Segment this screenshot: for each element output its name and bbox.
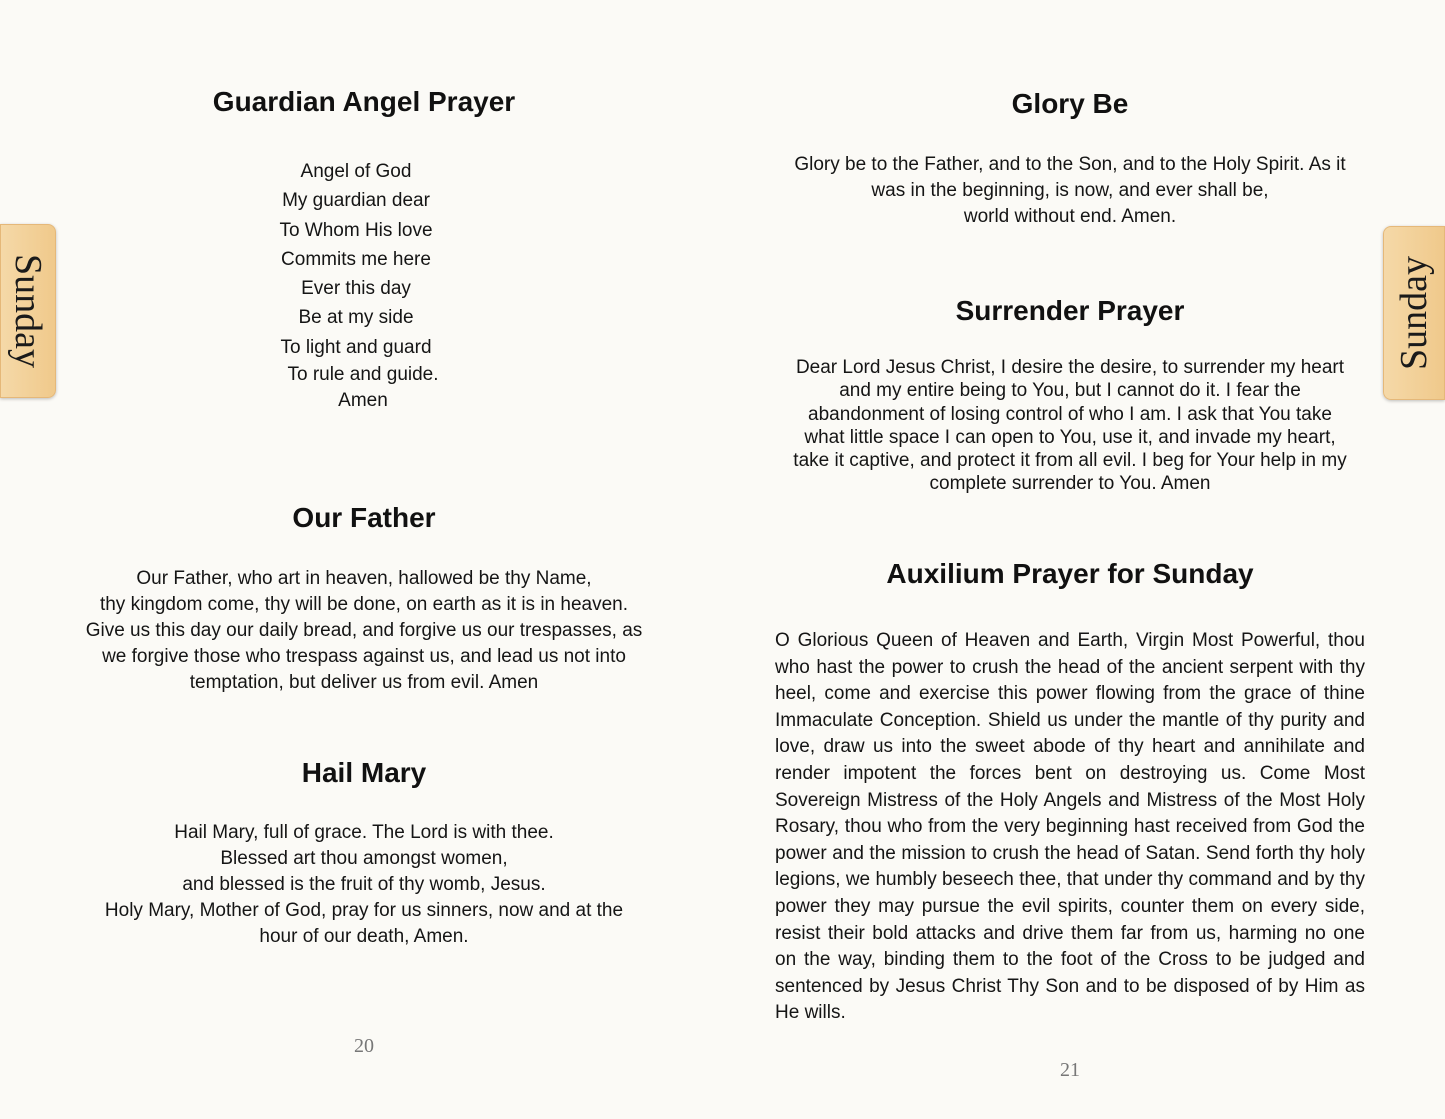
auxilium-prayer-title: Auxilium Prayer for Sunday xyxy=(886,558,1254,589)
text-line: To rule and guide. xyxy=(287,364,439,386)
text-line: complete surrender to You. Amen xyxy=(929,473,1211,495)
sunday-tab-right[interactable] xyxy=(1383,226,1445,400)
text-line: Commits me here xyxy=(281,248,431,270)
text-line: abandonment of losing control of who I am. I ask that You take xyxy=(808,403,1332,425)
text-line: thy kingdom come, thy will be done, on earth as it is in heaven. xyxy=(99,594,629,615)
text-line: Our Father, who art in heaven, hallowed be thy Name, xyxy=(136,568,592,589)
text-line: Ever this day xyxy=(301,278,411,300)
surrender-prayer-body xyxy=(763,356,1377,496)
glory-be-body xyxy=(763,152,1377,230)
text-line: hour of our death, Amen. xyxy=(259,926,469,947)
page-number: 20 xyxy=(354,1035,374,1057)
text-line: Be at my side xyxy=(298,307,414,329)
text-line: world without end. Amen. xyxy=(963,206,1177,227)
tab-label: Sunday xyxy=(1393,256,1435,370)
text-line: Hail Mary, full of grace. The Lord is with thee. xyxy=(174,822,554,843)
text-line: Amen xyxy=(338,390,388,412)
text-line: To light and guard xyxy=(280,336,432,358)
text-line: Angel of God xyxy=(300,161,412,182)
auxilium-prayer-body: O Glorious Queen of Heaven and Earth, Virgin Most Powerful, thou who hast the power to crush the head of the ancient serpent with thy heel, come and exercise this power flowing from the grace of thine Immaculate Conception. Shield us under the mantle of thy purity and love, draw us into the sweet abode of thy heart and annihilate and render impotent the forces bent on destroying us. Come Most Sovereign Mistress of the Holy Angels and Mistress of the Most Holy Rosary, thou who from the very beginning hast received from God the power and the mission to crush the head of Satan. Send forth thy holy legions, we humbly beseech thee, that under thy command and by thy power they may pursue the evil spirits, counter them on every side, resist their bold attacks and drive them far from us, harming no one on the way, binding them to the foot of the Cross to be judged and sentenced by Jesus Christ Thy Son and to be disposed of by Him as He wills. xyxy=(775,630,1365,1024)
left-page xyxy=(0,0,722,1119)
surrender-prayer-title: Surrender Prayer xyxy=(955,295,1185,326)
text-line: To Whom His love xyxy=(279,219,433,241)
text-line: temptation, but deliver us from evil. Amen xyxy=(189,672,539,693)
text-line: Give us this day our daily bread, and forgive us our trespasses, as xyxy=(85,620,643,641)
text-line: was in the beginning, is now, and ever shall be, xyxy=(871,180,1269,201)
our-father-body xyxy=(40,566,688,696)
hail-mary-title: Hail Mary xyxy=(301,757,427,788)
text-line: we forgive those who trespass against us, and lead us not into xyxy=(102,646,626,667)
hail-mary-body xyxy=(40,820,688,950)
text-line: Dear Lord Jesus Christ, I desire the desire, to surrender my heart xyxy=(795,357,1345,378)
text-line: what little space I can open to You, use it, and invade my heart, xyxy=(804,426,1336,448)
tab-label: Sunday xyxy=(7,254,49,368)
text-line: Holy Mary, Mother of God, pray for us sinners, now and at the xyxy=(104,900,624,921)
guardian-angel-body xyxy=(0,157,712,414)
guardian-angel-title: Guardian Angel Prayer xyxy=(212,86,516,117)
text-line: Glory be to the Father, and to the Son, and to the Holy Spirit. As it xyxy=(794,154,1346,175)
glory-be-title: Glory Be xyxy=(1011,88,1129,119)
text-line: take it captive, and protect it from all evil. I beg for Your help in my xyxy=(793,450,1347,472)
text-line: and blessed is the fruit of thy womb, Jesus. xyxy=(182,874,546,895)
our-father-title: Our Father xyxy=(292,502,436,533)
text-line: My guardian dear xyxy=(282,190,430,212)
page-number: 21 xyxy=(1060,1059,1080,1081)
right-page xyxy=(723,0,1445,1119)
text-line: Blessed art thou amongst women, xyxy=(220,848,508,869)
text-line: and my entire being to You, but I cannot do it. I fear the xyxy=(839,380,1301,402)
